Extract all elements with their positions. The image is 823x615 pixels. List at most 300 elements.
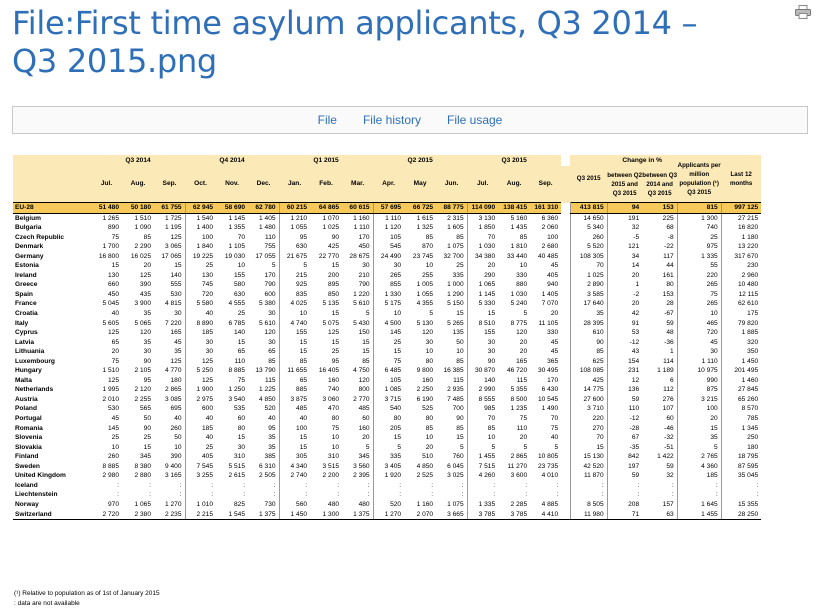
table-cell: 365 [547, 357, 559, 365]
table-cell: 8 505 [570, 500, 607, 510]
eu28-total-row [13, 203, 761, 214]
table-cell: 1 300 [310, 510, 342, 520]
table-cell: 2 960 [721, 271, 761, 281]
table-cell: -51 [664, 443, 674, 451]
table-cell: 10 [174, 443, 182, 451]
table-cell: 155 [279, 328, 310, 338]
table-cell: 125 [185, 357, 216, 367]
table-cell: 40 [268, 415, 276, 423]
table-cell: 32 [607, 223, 642, 233]
table-cell: 390 [170, 453, 182, 461]
table-cell: : [279, 490, 310, 500]
table-cell: 1 510 [134, 214, 151, 222]
table-cell: 17 065 [161, 252, 182, 260]
table-cell: 30 [268, 310, 276, 318]
table-cell: 85 [362, 357, 370, 365]
table-cell: 730 [264, 500, 276, 508]
table-cell: 630 [279, 242, 310, 252]
table-cell: 855 [373, 280, 404, 290]
table-cell: 60 [237, 415, 246, 423]
table-cell: 90 [467, 357, 498, 367]
last12-header [721, 155, 761, 203]
table-cell: : [570, 481, 607, 491]
table-cell: 30 [467, 347, 498, 357]
table-cell: 80 [373, 414, 404, 424]
table-cell: 80 [425, 415, 434, 423]
table-cell: 5 [459, 443, 464, 451]
table-cell: 5 340 [570, 223, 607, 233]
table-cell: 3 025 [447, 472, 464, 480]
table-cell: 1 210 [279, 213, 310, 223]
table-cell: 201 495 [721, 366, 761, 376]
table-cell: 3 065 [165, 243, 182, 251]
table-cell: 510 [422, 453, 434, 461]
table-cell: 5 [279, 261, 310, 271]
table-cell: 5 [365, 310, 370, 318]
table-cell: 62 610 [721, 299, 761, 309]
table-cell: 8 885 [102, 462, 119, 470]
table-cell: 560 [279, 500, 310, 510]
table-cell: 4 885 [541, 500, 559, 508]
tab-file-usage[interactable]: File usage [446, 113, 503, 127]
month-header: Aug. [498, 166, 530, 203]
table-row [13, 261, 761, 271]
country-name: Finland [15, 453, 39, 461]
country-name: Luxembourg [15, 357, 55, 365]
table-cell: 5 330 [467, 299, 498, 309]
table-cell: 8 510 [467, 319, 498, 329]
table-cell: 1 450 [721, 357, 761, 367]
table-cell: 15 [279, 443, 310, 453]
table-cell: 1 065 [134, 500, 151, 508]
table-cell: : [677, 490, 721, 500]
table-cell: 1 405 [541, 290, 559, 298]
table-cell: 15 [237, 434, 246, 442]
table-cell: 1 375 [342, 510, 373, 520]
table-cell: 1 195 [165, 224, 182, 232]
table-cell: 125 [185, 376, 216, 386]
table-cell: 191 [607, 213, 642, 223]
table-cell: 14 [607, 261, 642, 271]
table-cell: 60 615 [342, 203, 373, 214]
table-row [13, 366, 761, 376]
table-cell: 530 [170, 290, 182, 298]
table-cell: 2 215 [185, 510, 216, 520]
table-cell: 2 255 [134, 395, 151, 403]
month-header: Dec. [248, 166, 279, 203]
table-row [13, 490, 761, 500]
table-cell: 745 [185, 280, 216, 290]
table-cell: 255 [422, 271, 434, 279]
table-cell: 997 125 [721, 203, 761, 214]
table-cell: 1 405 [259, 214, 276, 222]
country-name: Germany [15, 252, 44, 260]
table-cell: 165 [170, 329, 182, 337]
table-cell: 345 [139, 453, 151, 461]
table-cell: 3 515 [322, 462, 340, 470]
table-cell: 10 [373, 309, 404, 319]
table-cell: 68 [666, 224, 674, 232]
table-cell: 95 [143, 376, 151, 384]
table-cell: 880 [516, 281, 528, 289]
table-cell: 755 [264, 243, 276, 251]
table-cell: 40 [185, 414, 216, 424]
table-cell: 17 055 [255, 252, 276, 260]
table-cell: 16 800 [98, 252, 119, 260]
table-cell: 790 [358, 281, 370, 289]
table-cell: 1 180 [721, 233, 761, 243]
table-cell: 33 440 [506, 252, 528, 260]
country-name: Cyprus [15, 329, 38, 337]
table-cell: 1 110 [677, 357, 721, 367]
month-header: Mar. [342, 166, 373, 203]
table-cell: : [373, 481, 404, 491]
table-cell: 3 585 [570, 290, 607, 300]
table-cell: 161 [662, 271, 674, 279]
table-cell: 6 360 [541, 214, 559, 222]
table-cell: 125 [139, 271, 151, 279]
table-cell: 815 [677, 203, 721, 214]
table-cell: 2 250 [416, 386, 434, 394]
table-cell: 2 395 [353, 472, 370, 480]
table-cell: -8 [667, 233, 674, 241]
table-cell: 16 405 [318, 367, 340, 375]
table-cell: 1 235 [510, 405, 528, 413]
table-cell: 18 795 [721, 452, 761, 462]
table-cell: 3 710 [570, 404, 607, 414]
table-cell: 10 [331, 434, 340, 442]
table-cell: 870 [422, 243, 434, 251]
table-cell: 1 480 [259, 224, 276, 232]
table-cell: : [607, 481, 642, 491]
table-cell: : [721, 481, 761, 491]
table-cell: 63 [642, 510, 677, 520]
table-cell: 20 [111, 348, 119, 356]
table-cell: 95 [268, 424, 276, 432]
table-cell: 25 [237, 310, 246, 318]
table-cell: 7 070 [541, 300, 559, 308]
table-cell: 91 [607, 319, 642, 329]
table-cell: 25 [111, 434, 119, 442]
table-cell: 85 [425, 424, 434, 432]
table-cell: 435 [139, 290, 151, 298]
table-cell: 15 [143, 443, 151, 451]
table-cell: 40 485 [537, 252, 559, 260]
table-cell: 42 [607, 309, 642, 319]
table-cell: 225 [662, 214, 674, 222]
table-cell: 90 [143, 357, 151, 365]
table-cell: 1 265 [102, 214, 119, 222]
tab-file[interactable]: File [317, 113, 337, 127]
table-cell: 10 [425, 262, 434, 270]
table-cell: 5 580 [185, 299, 216, 309]
table-row [13, 462, 761, 472]
country-name: Ireland [15, 271, 37, 279]
table-cell: 108 305 [570, 252, 607, 262]
table-cell: : [461, 491, 464, 499]
country-name: Croatia [15, 310, 38, 318]
table-cell: 45 [677, 338, 721, 348]
table-cell: 28 395 [570, 319, 607, 329]
table-cell: 1 070 [322, 214, 340, 222]
table-cell: 1 030 [510, 290, 528, 298]
table-cell: 75 [519, 415, 528, 423]
table-cell: 85 [425, 233, 434, 241]
group-header: Q3 2015 [467, 155, 561, 166]
country-name: Sweden [15, 462, 40, 470]
table-cell: 1 885 [721, 328, 761, 338]
month-header: Apr. [373, 166, 404, 203]
q3-total-header: Q3 2015 [570, 155, 607, 203]
table-cell: 35 [268, 443, 276, 451]
table-cell: 95 [331, 357, 340, 365]
table-cell: 14 775 [570, 385, 607, 395]
table-cell: 35 045 [721, 471, 761, 481]
table-cell: : [373, 490, 404, 500]
table-cell: 13 220 [721, 242, 761, 252]
table-cell: 130 [107, 271, 119, 279]
table-cell: 540 [373, 404, 404, 414]
table-cell: 1 [607, 280, 642, 290]
table-cell: 5 520 [570, 242, 607, 252]
table-cell: 20 [143, 262, 151, 270]
table-cell: 14 650 [570, 213, 607, 223]
table-cell: 2 990 [467, 385, 498, 395]
country-name: Italy [15, 319, 29, 327]
table-cell: 335 [452, 271, 464, 279]
table-cell: 80 [666, 281, 674, 289]
table-cell: 70 [467, 233, 498, 243]
table-cell: 44 [666, 262, 674, 270]
tab-file-history[interactable]: File history [362, 113, 421, 127]
table-cell: 10 [456, 348, 464, 356]
table-cell: 50 [143, 415, 151, 423]
table-cell: 107 [662, 405, 674, 413]
last12-header-text: Last 12 months [730, 170, 753, 187]
table-cell: : [243, 481, 246, 489]
table-cell: 413 815 [570, 203, 607, 214]
table-cell: 154 [607, 357, 642, 367]
table-cell: 80 [425, 357, 434, 365]
table-cell: 4 025 [279, 299, 310, 309]
table-cell: 4 410 [530, 510, 561, 520]
table-cell: 3 215 [677, 395, 721, 405]
table-cell: : [677, 481, 721, 491]
table-cell: 2 980 [102, 472, 119, 480]
table-cell: 160 [422, 376, 434, 384]
table-cell: 1 995 [102, 386, 119, 394]
printer-icon[interactable] [795, 5, 811, 19]
table-cell: 1 110 [353, 224, 370, 232]
table-cell: 720 [185, 290, 216, 300]
table-cell: 4 500 [373, 319, 404, 329]
table-cell: 8 885 [228, 367, 246, 375]
country-name: Lithuania [15, 348, 45, 356]
table-cell: 115 [516, 376, 528, 384]
table-cell: 1 250 [228, 386, 246, 394]
table-cell: 1 105 [228, 243, 246, 251]
change-header: Change in % [607, 155, 677, 166]
table-cell: 580 [234, 281, 246, 289]
table-cell: 21 675 [279, 252, 310, 262]
table-cell: 185 [677, 471, 721, 481]
table-row [13, 242, 761, 252]
table-cell: 30 [425, 338, 434, 346]
table-cell: 1 030 [467, 242, 498, 252]
table-cell: 34 380 [467, 252, 498, 262]
table-cell: 10 [519, 262, 528, 270]
table-cell: 45 [550, 348, 559, 356]
table-cell: 1 422 [657, 453, 674, 461]
footnote-not-available: : data are not available [14, 600, 80, 607]
table-cell: 220 [677, 271, 721, 281]
table-cell: 60 215 [279, 203, 310, 214]
table-cell: 405 [547, 271, 559, 279]
table-cell: -5 [607, 233, 642, 243]
table-cell: 3 785 [498, 510, 530, 520]
table-month-header-row [13, 166, 761, 203]
asylum-table [13, 155, 761, 520]
table-cell: 695 [170, 405, 182, 413]
table-cell: 80 [237, 424, 246, 432]
table-cell: 20 [550, 310, 559, 318]
table-cell: 3 540 [228, 395, 246, 403]
table-cell: 276 [662, 395, 674, 403]
table-row [13, 252, 761, 262]
table-cell: 450 [358, 243, 370, 251]
table-cell: 110 [265, 233, 276, 241]
table-cell: 11 105 [538, 319, 559, 327]
table-cell: 1 145 [467, 290, 498, 300]
country-name: Iceland [15, 481, 38, 489]
table-cell: : [185, 481, 216, 491]
table-cell: 185 [185, 424, 216, 434]
table-cell: 25 [143, 434, 151, 442]
table-cell: 85 [456, 424, 464, 432]
country-name: United Kingdom [15, 472, 66, 480]
table-cell: 5 175 [373, 299, 404, 309]
table-cell: 8 500 [510, 395, 528, 403]
month-header: May [404, 166, 436, 203]
table-cell: 75 [331, 424, 340, 432]
table-cell: 15 [331, 262, 340, 270]
table-cell: 95 [279, 233, 310, 243]
table-cell: 1 010 [185, 500, 216, 510]
table-cell: 1 850 [467, 223, 498, 233]
table-cell: 250 [721, 433, 761, 443]
table-cell: 3 085 [165, 395, 182, 403]
table-cell: 15 [467, 309, 498, 319]
table-cell: 75 [373, 357, 404, 367]
table-cell: 5 [523, 443, 528, 451]
country-name: Switzerland [13, 510, 91, 520]
table-cell: 25 [185, 261, 216, 271]
table-cell: 1 189 [657, 367, 674, 375]
table-row [13, 271, 761, 281]
table-cell: 61 755 [154, 203, 185, 214]
table-cell: 885 [279, 385, 310, 395]
table-cell: 1 290 [447, 290, 464, 298]
table-cell: 65 [268, 348, 276, 356]
table-cell: 100 [279, 424, 310, 434]
table-cell: 940 [547, 281, 559, 289]
table-cell: 5 605 [102, 319, 119, 327]
table-cell: 180 [170, 376, 182, 384]
table-cell: 1 025 [322, 224, 340, 232]
table-cell: 4 260 [467, 471, 498, 481]
table-cell: 3 785 [467, 510, 498, 520]
table-cell: 20 [425, 443, 434, 451]
table-cell: 8 380 [134, 462, 151, 470]
table-cell: 16 820 [721, 223, 761, 233]
table-cell: 15 [570, 443, 607, 453]
table-cell: : [556, 491, 559, 499]
table-cell: 4 555 [228, 300, 246, 308]
table-cell: 85 [279, 357, 310, 367]
table-row [13, 395, 761, 405]
table-cell: 625 [570, 357, 607, 367]
table-cell: 5 065 [134, 319, 151, 327]
table-cell: -32 [664, 434, 674, 442]
table-cell: 2 615 [228, 472, 246, 480]
table-cell: 3 875 [279, 395, 310, 405]
table-cell: 2 505 [259, 472, 276, 480]
table-cell: 425 [570, 376, 607, 386]
table-cell: 800 [358, 386, 370, 394]
table-cell: : [273, 491, 276, 499]
per-million-header-text: Applicants per million population (¹) Q3 2015 [677, 161, 721, 196]
table-cell: 125 [170, 233, 182, 241]
table-cell: 59 [607, 395, 642, 405]
table-cell: 1 335 [467, 500, 498, 510]
table-cell: 1 225 [259, 386, 276, 394]
table-cell: 55 [677, 261, 721, 271]
table-cell: 3 665 [436, 510, 467, 520]
country-name: EU-28 [13, 203, 91, 214]
table-cell: 4 770 [165, 367, 182, 375]
table-cell: 90 [331, 233, 340, 241]
table-cell: 59 [666, 462, 674, 470]
table-cell: 1 460 [721, 376, 761, 386]
table-cell: 23 745 [412, 252, 434, 260]
table-row [13, 452, 761, 462]
table-cell: 1 145 [228, 214, 246, 222]
table-cell: 110 [607, 404, 642, 414]
table-cell: 5 610 [353, 300, 370, 308]
table-cell: : [721, 490, 761, 500]
table-cell: 1 450 [279, 510, 310, 520]
table-cell: 79 820 [721, 319, 761, 329]
table-cell: 120 [516, 329, 528, 337]
table-cell: 58 690 [216, 203, 248, 214]
table-cell: 65 [111, 338, 119, 346]
table-cell: 90 [143, 424, 151, 432]
table-cell: 2 200 [322, 472, 340, 480]
table-cell: 10 [425, 434, 434, 442]
table-cell: 470 [328, 405, 340, 413]
table-cell: : [461, 481, 464, 489]
table-cell: 310 [328, 453, 340, 461]
table-cell: 310 [234, 453, 246, 461]
table-cell: 1 270 [373, 510, 404, 520]
table-cell: 975 [677, 242, 721, 252]
table-cell: 34 [607, 252, 642, 262]
table-cell: 10 545 [537, 395, 559, 403]
table-cell: 760 [452, 453, 464, 461]
table-cell: 23 735 [537, 462, 559, 470]
table-cell: : [525, 491, 528, 499]
table-cell: -12 [607, 338, 642, 348]
